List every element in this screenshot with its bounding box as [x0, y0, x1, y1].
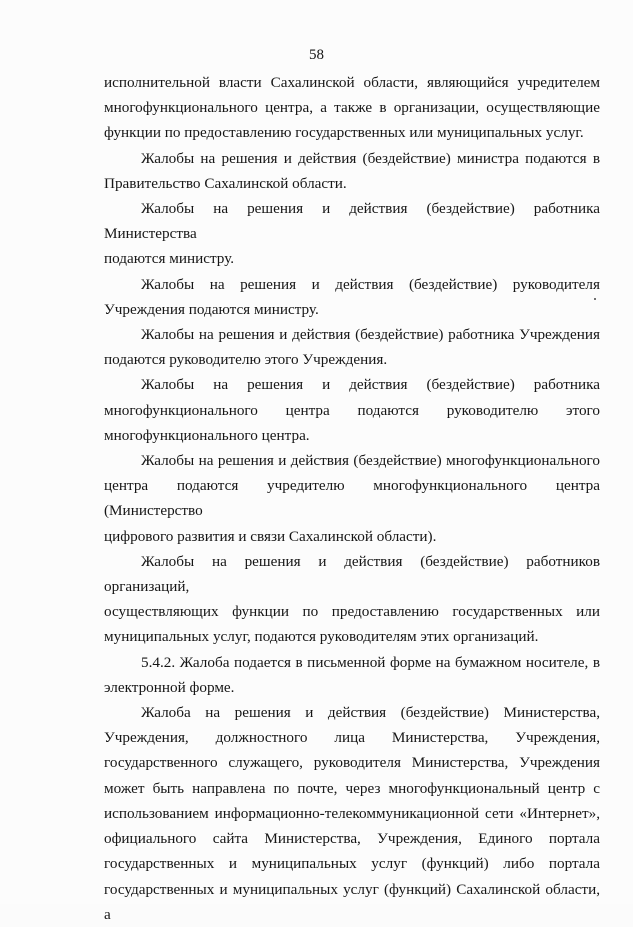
- text-line: центра подаются учредителю многофункционального центра (Министерство: [104, 477, 600, 520]
- text-line: многофункционального центра подаются руководителю этого: [104, 401, 600, 419]
- text-line: Жалобы на решения и действия (бездействие) работника: [141, 376, 600, 394]
- text-line: Жалобы на решения и действия (бездействие) многофункционального: [141, 452, 600, 470]
- text-line: Правительство Сахалинской области.: [104, 174, 347, 192]
- text-line: цифрового развития и связи Сахалинской области).: [104, 527, 437, 545]
- text-line: осуществляющих функции по предоставлению государственных или: [104, 603, 600, 621]
- text-line: многофункционального центра, а также в организации, осуществляющие: [104, 99, 600, 117]
- text-line: функции по предоставлению государственных или муниципальных услуг.: [104, 124, 584, 142]
- text-line: Жалобы на решения и действия (бездействие) работника Министерства: [104, 200, 600, 243]
- text-line: 5.4.2. Жалоба подается в письменной форме на бумажном носителе, в: [141, 653, 600, 671]
- text-line: государственных и муниципальных услуг (функций) либо портала: [104, 855, 600, 873]
- text-line: Жалобы на решения и действия (бездействие) работника Учреждения: [141, 326, 600, 344]
- text-line: Учреждения, должностного лица Министерства, Учреждения,: [104, 729, 600, 747]
- text-line: исполнительной власти Сахалинской области, являющийся учредителем: [104, 74, 600, 91]
- text-line: электронной форме.: [104, 678, 235, 696]
- text-line: многофункционального центра.: [104, 426, 310, 444]
- text-line: Жалобы на решения и действия (бездействие) работников организаций,: [104, 552, 600, 596]
- text-line: государственного служащего, руководителя Министерства, Учреждения: [104, 754, 600, 772]
- text-line: Жалобы на решения и действия (бездействие) руководителя: [141, 275, 600, 293]
- document-body: [104, 70, 600, 927]
- text-line: использованием информационно-телекоммуникационной сети «Интернет»,: [104, 804, 600, 822]
- text-line: Жалоба на решения и действия (бездействие) Министерства,: [141, 704, 600, 722]
- text-line: может быть направлена по почте, через многофункциональный центр с: [104, 779, 600, 797]
- text-line: подаются руководителю этого Учреждения.: [104, 351, 388, 369]
- text-line: официального сайта Министерства, Учреждения, Единого портала: [104, 830, 600, 848]
- text-line: Жалобы на решения и действия (бездействие) министра подаются в: [141, 149, 600, 167]
- text-line: Учреждения подаются министру.: [104, 300, 319, 318]
- text-line: подаются министру.: [104, 250, 235, 268]
- text-line: государственных и муниципальных услуг (функций) Сахалинской области, а: [104, 880, 600, 923]
- page-number: 58: [309, 47, 324, 63]
- scan-speck: [594, 298, 596, 300]
- text-line: муниципальных услуг, подаются руководителям этих организаций.: [104, 628, 539, 646]
